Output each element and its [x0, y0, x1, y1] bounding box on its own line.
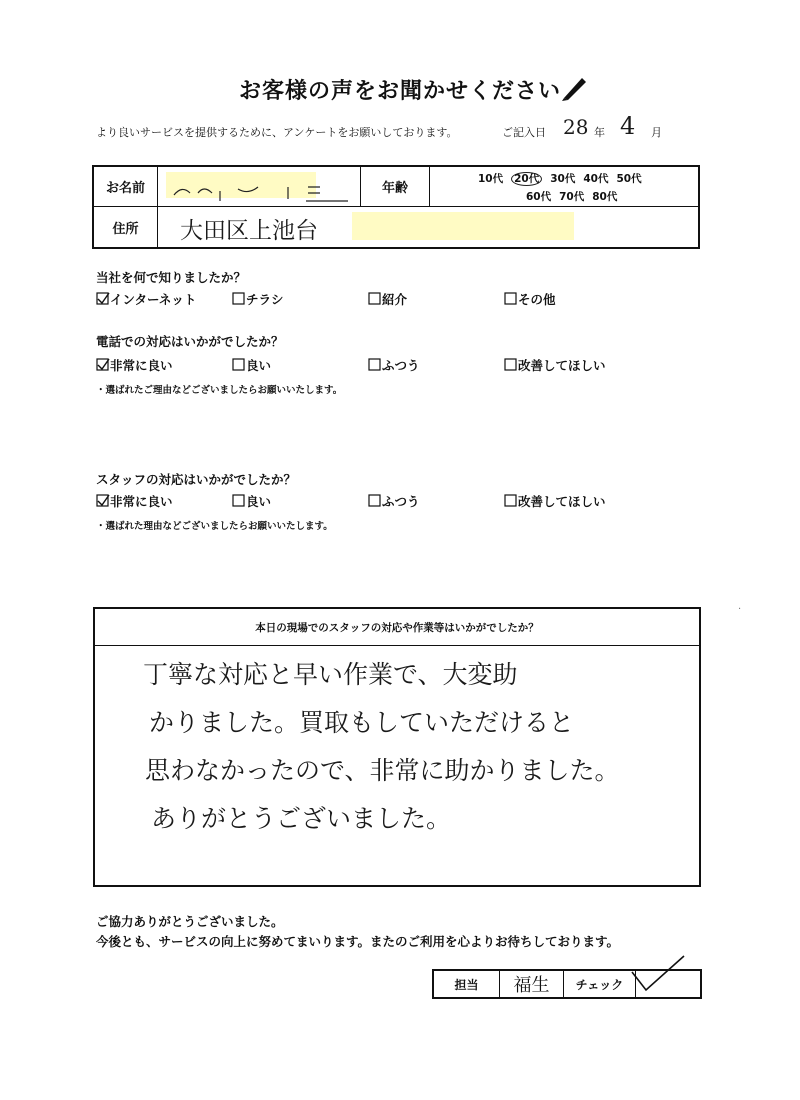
checked-box-icon[interactable]	[96, 494, 110, 508]
q3-note: ・選ばれた理由などございましたらお願いいたします。	[96, 521, 333, 532]
age-option-70s[interactable]: 70代	[559, 191, 585, 203]
q1-option-label: その他	[518, 292, 556, 307]
checkbox-icon[interactable]	[504, 292, 518, 306]
address-value: 大田区上池台	[180, 218, 318, 244]
date-month[interactable]: 4	[620, 112, 636, 140]
comment-line-1: 丁寧な対応と早い作業で、大変助	[143, 660, 518, 689]
checkbox-icon[interactable]	[368, 358, 382, 372]
comment-box[interactable]	[93, 607, 701, 887]
q3-option-label: 非常に良い	[110, 494, 173, 509]
q2-option-label: 良い	[246, 358, 272, 373]
q2-option-good[interactable]	[232, 356, 271, 374]
age-option-50s[interactable]: 50代	[616, 173, 642, 185]
address-field[interactable]	[158, 207, 698, 247]
q2-question: 電話での対応はいかがでしたか？	[96, 334, 284, 349]
checkbox-icon[interactable]	[368, 292, 382, 306]
q3-option-label: 改善してほしい	[518, 494, 606, 509]
q3-option-label: ふつう	[382, 494, 420, 509]
q3-option-very-good[interactable]	[96, 492, 173, 510]
checkbox-icon[interactable]	[232, 358, 246, 372]
q2-option-very-good[interactable]	[96, 356, 173, 374]
address-label: 住所	[94, 207, 158, 247]
staff-signature: 福生	[500, 971, 564, 997]
q2-option-improve[interactable]	[504, 356, 606, 374]
checkbox-icon[interactable]	[232, 292, 246, 306]
intro-text: より良いサービスを提供するために、アンケートをお願いしております。	[96, 126, 458, 139]
closing-message: 今後とも、サービスの向上に努めてまいります。またのご利用を心よりお待ちしております。	[96, 934, 620, 949]
stray-mark: ·	[738, 604, 742, 615]
date-label: ご記入日	[502, 126, 546, 139]
q3-question: スタッフの対応はいかがでしたか？	[96, 472, 297, 487]
age-field	[430, 167, 698, 207]
age-option-20s-selected[interactable]: 20代	[511, 172, 542, 186]
date-year-unit: 年	[594, 126, 605, 139]
q2-option-average[interactable]	[368, 356, 420, 374]
q3-option-average[interactable]	[368, 492, 420, 510]
check-label: チェック	[564, 971, 636, 997]
q1-option-other[interactable]	[504, 290, 556, 308]
q1-option-label: チラシ	[246, 292, 284, 307]
q1-option-referral[interactable]	[368, 290, 407, 308]
comment-line-4: ありがとうございました。	[151, 804, 452, 833]
date-year[interactable]: 28	[563, 115, 589, 139]
thanks-text: ご協力ありがとうございました。	[96, 914, 284, 929]
q1-option-internet[interactable]	[96, 290, 196, 308]
name-label: お名前	[94, 167, 158, 207]
pen-icon	[560, 74, 590, 102]
checkbox-icon[interactable]	[504, 494, 518, 508]
age-option-30s[interactable]: 30代	[550, 173, 576, 185]
q2-option-label: 改善してほしい	[518, 358, 606, 373]
age-option-80s[interactable]: 80代	[592, 191, 618, 203]
age-label: 年齢	[360, 167, 430, 207]
customer-info-table	[92, 165, 700, 249]
checkmark-icon	[626, 952, 690, 994]
checkbox-icon[interactable]	[232, 494, 246, 508]
comment-line-2: かりました。買取もしていただけると	[149, 708, 575, 737]
address-redaction	[352, 212, 574, 240]
age-option-10s[interactable]: 10代	[478, 173, 504, 185]
checkbox-icon[interactable]	[368, 494, 382, 508]
name-field[interactable]	[158, 167, 360, 207]
q1-option-flyer[interactable]	[232, 290, 284, 308]
q1-option-label: インターネット	[110, 292, 197, 307]
date-month-unit: 月	[651, 126, 662, 139]
comment-line-3: 思わなかったので、非常に助かりました。	[145, 756, 620, 785]
checked-box-icon[interactable]	[96, 358, 110, 372]
comment-header: 本日の現場でのスタッフの対応や作業等はいかがでしたか？	[95, 609, 699, 646]
q3-option-label: 良い	[246, 494, 272, 509]
staff-label: 担当	[434, 971, 500, 997]
q3-option-good[interactable]	[232, 492, 271, 510]
q1-question: 当社を何で知りましたか？	[96, 270, 247, 285]
checked-box-icon[interactable]	[96, 292, 110, 306]
q2-note: ・選ばれたご理由などございましたらお願いいたします。	[96, 385, 343, 396]
q2-option-label: 非常に良い	[110, 358, 173, 373]
age-option-40s[interactable]: 40代	[583, 173, 609, 185]
q2-option-label: ふつう	[382, 358, 420, 373]
age-option-60s[interactable]: 60代	[526, 191, 552, 203]
q1-option-label: 紹介	[382, 292, 408, 307]
q3-option-improve[interactable]	[504, 492, 606, 510]
checkbox-icon[interactable]	[504, 358, 518, 372]
form-title: お客様の声をお聞かせください	[238, 79, 561, 104]
name-handwriting	[168, 171, 358, 205]
